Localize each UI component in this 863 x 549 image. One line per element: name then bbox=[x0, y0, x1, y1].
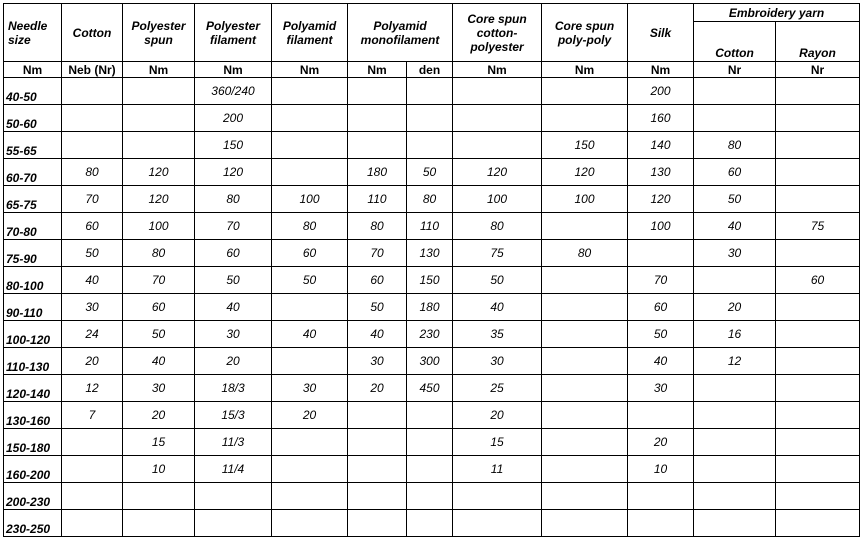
table-cell bbox=[694, 105, 776, 132]
unit-cell: Nm bbox=[348, 62, 407, 78]
table-cell: 50 bbox=[272, 267, 348, 294]
table-cell bbox=[542, 375, 628, 402]
table-cell bbox=[272, 483, 348, 510]
table-cell bbox=[628, 483, 694, 510]
table-cell bbox=[542, 483, 628, 510]
table-cell bbox=[453, 78, 542, 105]
table-cell bbox=[694, 402, 776, 429]
table-cell bbox=[348, 429, 407, 456]
table-cell bbox=[407, 456, 453, 483]
table-cell bbox=[694, 429, 776, 456]
table-cell bbox=[694, 456, 776, 483]
table-cell: 200 bbox=[195, 105, 272, 132]
table-cell: 50 bbox=[694, 186, 776, 213]
table-cell: 40 bbox=[628, 348, 694, 375]
table-cell: 230 bbox=[407, 321, 453, 348]
table-row bbox=[4, 105, 860, 132]
table-cell: 300 bbox=[407, 348, 453, 375]
table-cell: 20 bbox=[272, 402, 348, 429]
needle-size-cell: 150-180 bbox=[4, 429, 62, 456]
table-cell bbox=[407, 429, 453, 456]
unit-cell: Nm bbox=[195, 62, 272, 78]
table-cell: 40 bbox=[272, 321, 348, 348]
table-cell: 11/3 bbox=[195, 429, 272, 456]
table-cell bbox=[776, 159, 860, 186]
table-cell: 20 bbox=[694, 294, 776, 321]
table-cell bbox=[195, 483, 272, 510]
header-polyester-filament: Polyester filament bbox=[195, 4, 272, 62]
table-cell bbox=[272, 456, 348, 483]
table-cell: 200 bbox=[628, 78, 694, 105]
table-cell bbox=[776, 510, 860, 537]
table-cell bbox=[542, 267, 628, 294]
table-cell: 120 bbox=[123, 159, 195, 186]
table-row bbox=[4, 510, 860, 537]
table-cell: 10 bbox=[123, 456, 195, 483]
table-cell: 20 bbox=[195, 348, 272, 375]
table-cell: 11 bbox=[453, 456, 542, 483]
table-row bbox=[4, 321, 860, 348]
table-cell: 50 bbox=[62, 240, 123, 267]
table-cell bbox=[542, 78, 628, 105]
table-row bbox=[4, 348, 860, 375]
header-needle-size: Needle size bbox=[4, 4, 62, 62]
table-cell: 180 bbox=[348, 159, 407, 186]
table-row bbox=[4, 186, 860, 213]
table-cell: 120 bbox=[542, 159, 628, 186]
unit-cell: Nm bbox=[272, 62, 348, 78]
table-cell bbox=[453, 510, 542, 537]
table-cell: 24 bbox=[62, 321, 123, 348]
table-cell bbox=[776, 375, 860, 402]
table-cell: 50 bbox=[348, 294, 407, 321]
header-polyamid-monofilament: Polyamid monofilament bbox=[348, 4, 453, 62]
table-cell bbox=[776, 402, 860, 429]
table-cell bbox=[453, 483, 542, 510]
table-cell: 110 bbox=[407, 213, 453, 240]
table-cell: 100 bbox=[542, 186, 628, 213]
table-row bbox=[4, 159, 860, 186]
unit-cell: Nr bbox=[776, 62, 860, 78]
header-silk: Silk bbox=[628, 4, 694, 62]
table-cell bbox=[272, 429, 348, 456]
table-cell: 80 bbox=[62, 159, 123, 186]
table-cell: 80 bbox=[195, 186, 272, 213]
table-cell bbox=[272, 78, 348, 105]
header-cotton: Cotton bbox=[62, 4, 123, 62]
table-row bbox=[4, 213, 860, 240]
table-cell bbox=[272, 132, 348, 159]
unit-cell: Nm bbox=[4, 62, 62, 78]
table-cell: 60 bbox=[694, 159, 776, 186]
table-cell: 30 bbox=[272, 375, 348, 402]
table-cell: 10 bbox=[628, 456, 694, 483]
table-cell: 120 bbox=[628, 186, 694, 213]
needle-size-cell: 200-230 bbox=[4, 483, 62, 510]
needle-size-cell: 50-60 bbox=[4, 105, 62, 132]
table-cell: 130 bbox=[407, 240, 453, 267]
table-cell: 100 bbox=[453, 186, 542, 213]
table-cell: 60 bbox=[62, 213, 123, 240]
table-cell bbox=[542, 429, 628, 456]
table-cell bbox=[62, 483, 123, 510]
table-row bbox=[4, 240, 860, 267]
table-cell: 25 bbox=[453, 375, 542, 402]
table-cell: 70 bbox=[628, 267, 694, 294]
table-cell: 80 bbox=[694, 132, 776, 159]
table-cell bbox=[453, 132, 542, 159]
table-cell: 60 bbox=[776, 267, 860, 294]
needle-size-cell: 80-100 bbox=[4, 267, 62, 294]
table-cell: 50 bbox=[453, 267, 542, 294]
table-cell: 120 bbox=[123, 186, 195, 213]
table-cell: 15 bbox=[453, 429, 542, 456]
table-cell: 70 bbox=[195, 213, 272, 240]
table-cell bbox=[542, 402, 628, 429]
table-cell bbox=[776, 321, 860, 348]
table-cell: 60 bbox=[195, 240, 272, 267]
table-cell: 20 bbox=[348, 375, 407, 402]
table-cell bbox=[62, 456, 123, 483]
needle-size-cell: 130-160 bbox=[4, 402, 62, 429]
table-cell: 20 bbox=[62, 348, 123, 375]
table-cell: 50 bbox=[123, 321, 195, 348]
table-cell bbox=[694, 78, 776, 105]
table-cell bbox=[62, 429, 123, 456]
table-cell bbox=[776, 483, 860, 510]
table-cell: 35 bbox=[453, 321, 542, 348]
table-cell bbox=[407, 402, 453, 429]
table-cell bbox=[272, 510, 348, 537]
table-cell: 15/3 bbox=[195, 402, 272, 429]
table-cell: 70 bbox=[348, 240, 407, 267]
table-cell: 50 bbox=[407, 159, 453, 186]
table-cell bbox=[628, 510, 694, 537]
needle-size-table bbox=[3, 3, 860, 537]
table-cell bbox=[542, 456, 628, 483]
table-cell: 100 bbox=[123, 213, 195, 240]
header-core-spun-poly-poly: Core spun poly-poly bbox=[542, 4, 628, 62]
table-cell: 30 bbox=[694, 240, 776, 267]
header-polyamid-filament: Polyamid filament bbox=[272, 4, 348, 62]
unit-cell: Neb (Nr) bbox=[62, 62, 123, 78]
table-cell bbox=[407, 105, 453, 132]
table-cell bbox=[348, 483, 407, 510]
table-cell: 70 bbox=[123, 267, 195, 294]
table-cell: 80 bbox=[123, 240, 195, 267]
needle-size-cell: 120-140 bbox=[4, 375, 62, 402]
needle-size-cell: 110-130 bbox=[4, 348, 62, 375]
table-row bbox=[4, 375, 860, 402]
table-cell bbox=[348, 402, 407, 429]
table-cell bbox=[694, 510, 776, 537]
table-cell: 7 bbox=[62, 402, 123, 429]
table-cell bbox=[62, 510, 123, 537]
table-cell bbox=[694, 483, 776, 510]
table-cell: 12 bbox=[62, 375, 123, 402]
table-cell: 180 bbox=[407, 294, 453, 321]
table-cell: 18/3 bbox=[195, 375, 272, 402]
table-cell bbox=[453, 105, 542, 132]
needle-size-cell: 70-80 bbox=[4, 213, 62, 240]
table-cell: 20 bbox=[453, 402, 542, 429]
table-cell bbox=[62, 78, 123, 105]
table-cell: 30 bbox=[453, 348, 542, 375]
needle-size-cell: 65-75 bbox=[4, 186, 62, 213]
table-cell: 60 bbox=[348, 267, 407, 294]
table-cell bbox=[195, 510, 272, 537]
needle-size-cell: 100-120 bbox=[4, 321, 62, 348]
table-cell: 360/240 bbox=[195, 78, 272, 105]
table-cell: 30 bbox=[348, 348, 407, 375]
table-cell bbox=[272, 159, 348, 186]
table-cell bbox=[776, 132, 860, 159]
table-cell bbox=[62, 105, 123, 132]
table-cell: 80 bbox=[542, 240, 628, 267]
needle-size-cell: 40-50 bbox=[4, 78, 62, 105]
table-cell bbox=[776, 429, 860, 456]
unit-cell: den bbox=[407, 62, 453, 78]
unit-cell: Nm bbox=[123, 62, 195, 78]
table-cell: 30 bbox=[123, 375, 195, 402]
table-cell bbox=[348, 78, 407, 105]
table-cell bbox=[62, 132, 123, 159]
table-cell bbox=[694, 267, 776, 294]
table-cell bbox=[542, 213, 628, 240]
table-cell bbox=[348, 510, 407, 537]
header-embroidery-yarn: Embroidery yarn bbox=[694, 4, 860, 22]
needle-size-cell: 160-200 bbox=[4, 456, 62, 483]
needle-size-cell: 60-70 bbox=[4, 159, 62, 186]
table-cell: 450 bbox=[407, 375, 453, 402]
table-row bbox=[4, 132, 860, 159]
table-cell bbox=[776, 186, 860, 213]
table-cell: 75 bbox=[776, 213, 860, 240]
table-cell bbox=[407, 78, 453, 105]
table-cell: 20 bbox=[123, 402, 195, 429]
needle-size-cell: 90-110 bbox=[4, 294, 62, 321]
unit-cell: Nr bbox=[694, 62, 776, 78]
unit-cell: Nm bbox=[542, 62, 628, 78]
table-cell bbox=[694, 375, 776, 402]
needle-size-cell: 230-250 bbox=[4, 510, 62, 537]
table-cell: 160 bbox=[628, 105, 694, 132]
table-cell: 70 bbox=[62, 186, 123, 213]
table-cell bbox=[776, 294, 860, 321]
table-cell: 120 bbox=[195, 159, 272, 186]
table-cell bbox=[542, 321, 628, 348]
header-polyester-spun: Polyester spun bbox=[123, 4, 195, 62]
table-cell bbox=[628, 240, 694, 267]
header-core-spun-cotton-polyester: Core spun cotton-polyester bbox=[453, 4, 542, 62]
table-cell: 30 bbox=[195, 321, 272, 348]
table-cell bbox=[272, 348, 348, 375]
table-cell: 40 bbox=[123, 348, 195, 375]
table-cell: 100 bbox=[272, 186, 348, 213]
table-cell bbox=[123, 78, 195, 105]
table-row bbox=[4, 294, 860, 321]
table-cell: 80 bbox=[272, 213, 348, 240]
table-body bbox=[4, 78, 860, 537]
unit-cell: Nm bbox=[453, 62, 542, 78]
table-cell: 150 bbox=[542, 132, 628, 159]
unit-cell: Nm bbox=[628, 62, 694, 78]
table-cell bbox=[272, 294, 348, 321]
table-cell bbox=[776, 240, 860, 267]
table-row bbox=[4, 267, 860, 294]
table-cell: 40 bbox=[195, 294, 272, 321]
table-row bbox=[4, 78, 860, 105]
table-cell bbox=[542, 510, 628, 537]
table-cell: 80 bbox=[453, 213, 542, 240]
table-cell bbox=[776, 78, 860, 105]
table-cell bbox=[776, 348, 860, 375]
table-cell: 15 bbox=[123, 429, 195, 456]
table-cell bbox=[348, 105, 407, 132]
table-cell bbox=[542, 294, 628, 321]
table-cell bbox=[272, 105, 348, 132]
table-cell: 40 bbox=[62, 267, 123, 294]
table-cell: 150 bbox=[195, 132, 272, 159]
table-cell: 16 bbox=[694, 321, 776, 348]
table-cell: 60 bbox=[272, 240, 348, 267]
table-cell: 50 bbox=[195, 267, 272, 294]
table-cell: 30 bbox=[62, 294, 123, 321]
header-embroidery-rayon: Rayon bbox=[776, 22, 860, 62]
table-cell: 60 bbox=[628, 294, 694, 321]
table-cell bbox=[123, 510, 195, 537]
table-cell: 110 bbox=[348, 186, 407, 213]
table-cell bbox=[348, 132, 407, 159]
table-cell: 75 bbox=[453, 240, 542, 267]
table-cell: 100 bbox=[628, 213, 694, 240]
table-cell bbox=[776, 105, 860, 132]
table-cell: 30 bbox=[628, 375, 694, 402]
table-cell: 50 bbox=[628, 321, 694, 348]
table-cell: 40 bbox=[348, 321, 407, 348]
table-row bbox=[4, 429, 860, 456]
table-cell bbox=[123, 105, 195, 132]
table-cell bbox=[542, 348, 628, 375]
table-cell bbox=[407, 132, 453, 159]
table-cell bbox=[542, 105, 628, 132]
table-cell bbox=[776, 456, 860, 483]
header-embroidery-cotton: Cotton bbox=[694, 22, 776, 62]
table-cell: 80 bbox=[407, 186, 453, 213]
table-cell: 12 bbox=[694, 348, 776, 375]
table-row bbox=[4, 456, 860, 483]
units-row bbox=[4, 62, 860, 78]
table-cell: 60 bbox=[123, 294, 195, 321]
needle-size-cell: 75-90 bbox=[4, 240, 62, 267]
table-row bbox=[4, 483, 860, 510]
table-cell bbox=[123, 132, 195, 159]
table-cell: 40 bbox=[453, 294, 542, 321]
table-cell bbox=[628, 402, 694, 429]
table-cell: 120 bbox=[453, 159, 542, 186]
table-cell: 130 bbox=[628, 159, 694, 186]
table-cell: 20 bbox=[628, 429, 694, 456]
table-cell: 80 bbox=[348, 213, 407, 240]
table-cell bbox=[123, 483, 195, 510]
needle-size-cell: 55-65 bbox=[4, 132, 62, 159]
table-row bbox=[4, 402, 860, 429]
table-cell: 140 bbox=[628, 132, 694, 159]
table-cell bbox=[407, 483, 453, 510]
table-cell bbox=[348, 456, 407, 483]
table-cell: 40 bbox=[694, 213, 776, 240]
table-cell bbox=[407, 510, 453, 537]
table-cell: 150 bbox=[407, 267, 453, 294]
table-cell: 11/4 bbox=[195, 456, 272, 483]
